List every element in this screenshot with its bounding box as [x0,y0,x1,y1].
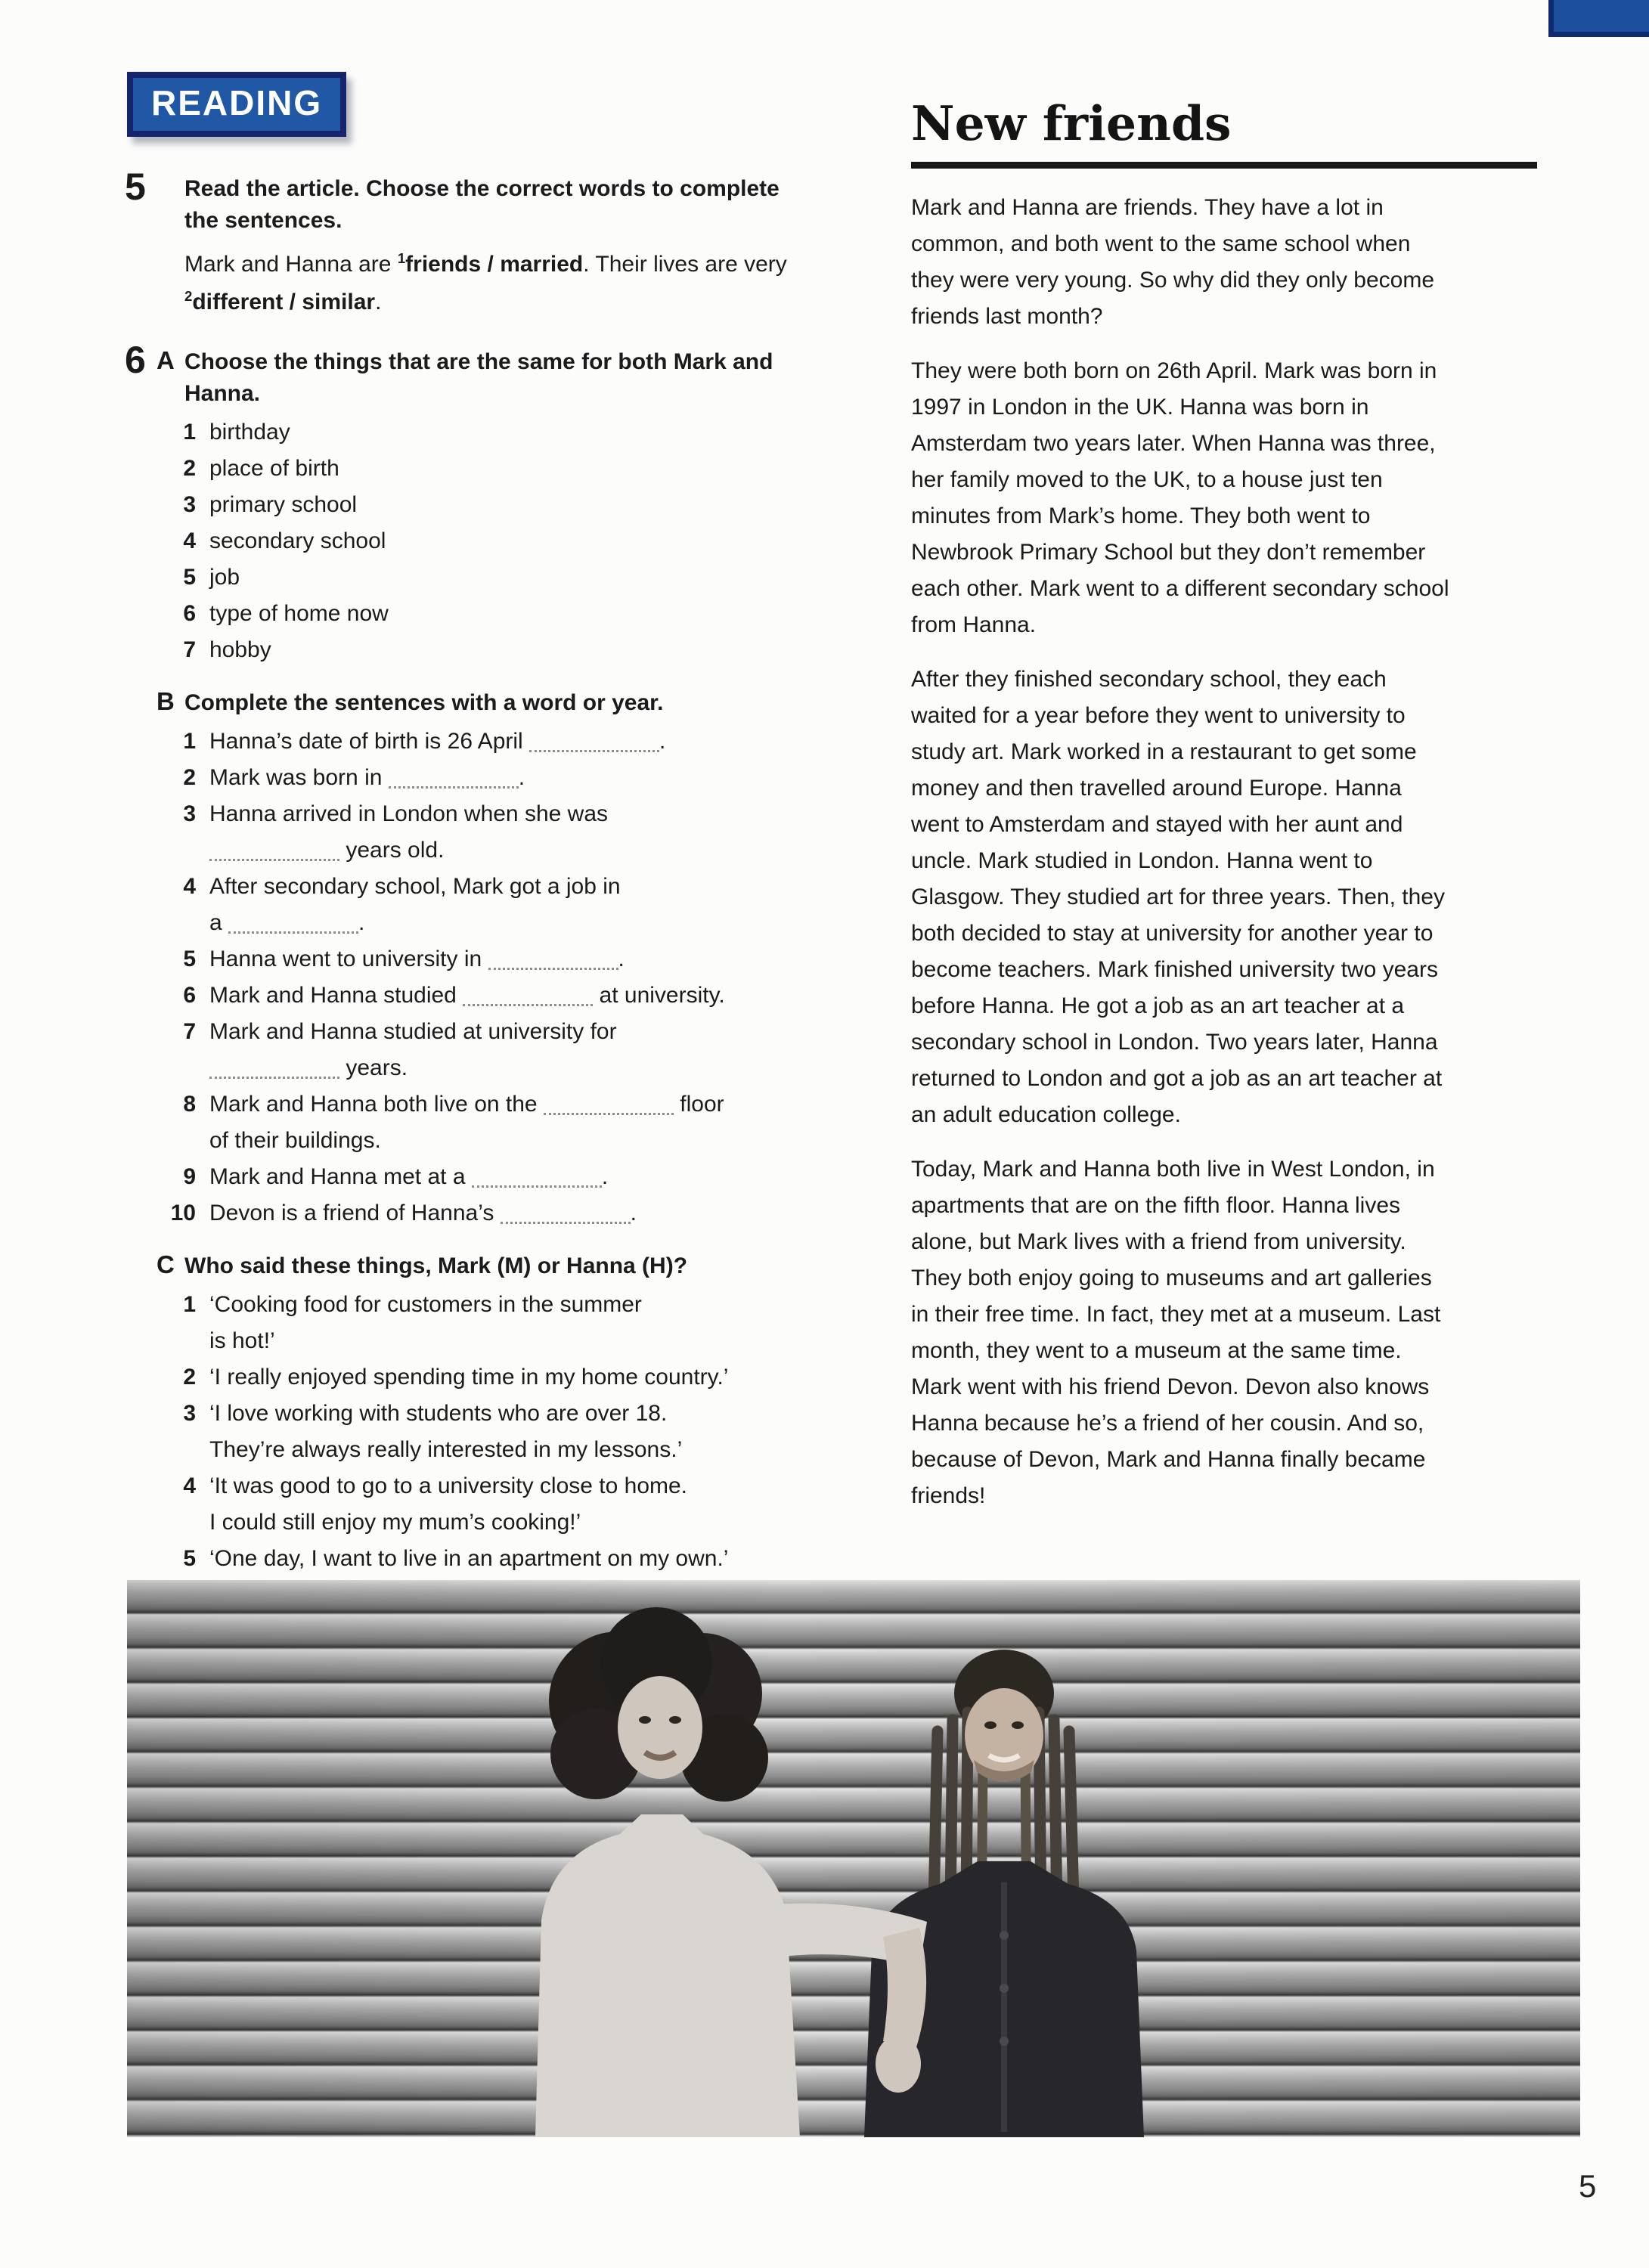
list-item [163,978,877,1014]
list-item [163,941,877,978]
answer-blank[interactable] [501,1198,631,1224]
item-number: 3 [183,1401,196,1426]
answer-blank[interactable] [209,835,339,861]
exercise-6b-header [125,683,877,719]
item-number: 5 [183,565,196,590]
exercise-6c-instruction: Who said these things, Mark (M) or Hanna (H)? [184,1253,688,1278]
answer-blank[interactable] [488,943,618,970]
item-sentence: Hanna’s date of birth is 26 April . [209,723,877,760]
item-number: 2 [183,765,196,790]
answer-blank[interactable] [389,762,519,789]
answer-blank[interactable] [472,1161,602,1188]
item-sentence: Hanna went to university in . [209,941,877,978]
exercise-5-letter-spacer [157,169,184,171]
list-item[interactable] [163,487,877,523]
item-sentence: Mark and Hanna studied at university for years. [209,1019,617,1080]
item-number: 1 [183,420,196,445]
item-number: 7 [183,1019,196,1044]
reading-section-badge: READING [127,72,346,137]
list-item [163,1014,877,1086]
exercise-6a-instruction: Choose the things that are the same for both Mark and Hanna. [184,349,773,406]
item-text: hobby [209,637,271,662]
article-paragraph: Today, Mark and Hanna both live in West London, in apartments that are on the fifth floor. Hanna lives alone, but Mark lives with a friend from university. They both enjoy going to museums and art galleries in their free time. In fact, they met at a museum. Last month, they went to a museum at the same time. Mark went with his friend Devon. Devon also knows Hanna because he’s a friend of her cousin. And so, because of Devon, Mark and Hanna finally became friends! [911,1157,1441,1508]
article-paragraph: After they finished secondary school, they each waited for a year before they went to university to study art. Mark worked in a restaurant to get some money and then travelled around Europe. Hanna went to Amsterdam and stayed with her aunt and uncle. Mark studied in London. Hanna went to Glasgow. They studied art for three years. Then, they both decided to stay at university for another year to become teachers. Mark finished university two years before Hanna. He got a job as an art teacher at a secondary school in London. Two years later, Hanna returned to London and got a job as an art teacher at an adult education college. [911,667,1445,1127]
list-item [163,1086,877,1159]
list-item [163,1159,877,1195]
shutter-shade [127,1580,1580,2137]
bold-option: different / similar [192,290,376,314]
quote-text: ‘I love working with students who are over 18. They’re always really interested in my lessons.’ [209,1401,683,1462]
item-text: primary school [209,492,358,517]
exercise-6a-letter: A [157,346,175,374]
exercise-6a-list [125,414,877,668]
item-number: 7 [183,637,196,662]
list-item[interactable] [163,523,877,559]
reading-article [911,95,1540,1532]
item-number: 4 [183,874,196,899]
list-item [163,1195,877,1232]
friends-photo [127,1580,1580,2137]
exercise-6c-list [125,1287,877,1577]
list-item [163,1468,877,1541]
article-paragraph: They were both born on 26th April. Mark was born in 1997 in London in the UK. Hanna was born in Amsterdam two years later. When Hanna was three, her family moved to the UK, to a house just ten minutes from Mark’s home. They both went to Newbrook Primary School but they don’t remember each other. Mark went to a different secondary school from Hanna. [911,358,1449,637]
item-sentence: Hanna arrived in London when she was years old. [209,801,609,863]
list-item [163,760,877,796]
item-sentence: Mark and Hanna studied at university. [209,978,877,1014]
item-sentence: Mark and Hanna both live on the floor of their buildings. [209,1086,877,1159]
item-number: 6 [183,601,196,626]
item-number: 4 [183,528,196,553]
list-item[interactable] [163,559,877,596]
answer-blank[interactable] [544,1089,674,1115]
item-number: 9 [183,1164,196,1189]
list-item [163,869,877,941]
quote-text: ‘One day, I want to live in an apartment on my own.’ [209,1546,729,1571]
item-number: 3 [183,801,196,826]
item-number: 1 [183,1292,196,1317]
item-number: 3 [183,492,196,517]
quote-text: ‘It was good to go to a university close to home. I could still enjoy my mum’s cooking!’ [209,1473,688,1535]
list-item [163,723,877,760]
page-number: 5 [1579,2168,1597,2204]
list-item[interactable] [163,414,877,451]
quote-text: ‘I really enjoyed spending time in my home country.’ [209,1365,729,1390]
list-item [163,796,877,869]
item-number: 2 [183,1365,196,1390]
exercise-6-number: 6 [125,339,146,381]
title-rule [911,162,1537,169]
item-number: 5 [183,1546,196,1571]
exercise-6c-letter: C [157,1250,175,1278]
list-item[interactable] [163,451,877,487]
item-sentence: Mark was born in . [209,760,877,796]
superscript-number: 2 [184,288,193,304]
exercises-column [125,166,877,1592]
answer-blank[interactable] [209,1052,339,1079]
superscript-number: 1 [397,250,406,266]
bold-option: friends / married [405,252,584,277]
item-text: birthday [209,420,290,445]
exercise-5-number: 5 [125,166,146,208]
item-number: 5 [183,947,196,971]
exercise-6a-header [125,339,877,410]
item-text: secondary school [209,528,386,553]
item-sentence: After secondary school, Mark got a job in a . [209,874,621,935]
article-body [911,190,1540,1514]
list-item [163,1287,877,1359]
item-number: 4 [183,1473,196,1498]
exercise-6b-list [125,723,877,1232]
list-item [163,1396,877,1468]
item-sentence: Mark and Hanna met at a . [209,1159,877,1195]
item-number: 6 [183,983,196,1008]
article-paragraph: Mark and Hanna are friends. They have a lot in common, and both went to the same school when they were very young. So why did they only become friends last month? [911,195,1435,329]
exercise-6b-letter: B [157,687,175,715]
answer-blank[interactable] [529,726,659,752]
exercise-5-header [125,166,877,237]
article-title: New friends [911,95,1232,151]
list-item[interactable] [163,632,877,668]
quote-text: ‘Cooking food for customers in the summer is hot!’ [209,1292,642,1353]
item-number: 8 [183,1092,196,1117]
exercise-6c-header [125,1247,877,1282]
exercise-5-instruction: Read the article. Choose the correct words to complete the sentences. [184,176,780,233]
list-item [163,1359,877,1396]
exercise-6b-instruction: Complete the sentences with a word or year. [184,690,664,715]
item-text: job [209,565,240,590]
exercise-5-sentence: Mark and Hanna are $^1$friends / married. Their lives are very $^2$different / similar. [184,250,787,314]
list-item[interactable] [163,596,877,632]
item-sentence: Devon is a friend of Hanna’s . [209,1195,877,1232]
item-number: 10 [170,1201,196,1225]
item-number: 1 [183,729,196,754]
page-corner-tab [1548,0,1649,37]
answer-blank[interactable] [228,907,358,934]
item-text: type of home now [209,601,389,626]
item-number: 2 [183,456,196,481]
photo-illustration [127,1580,1580,2137]
list-item [163,1541,877,1577]
item-text: place of birth [209,456,339,481]
answer-blank[interactable] [463,980,593,1006]
